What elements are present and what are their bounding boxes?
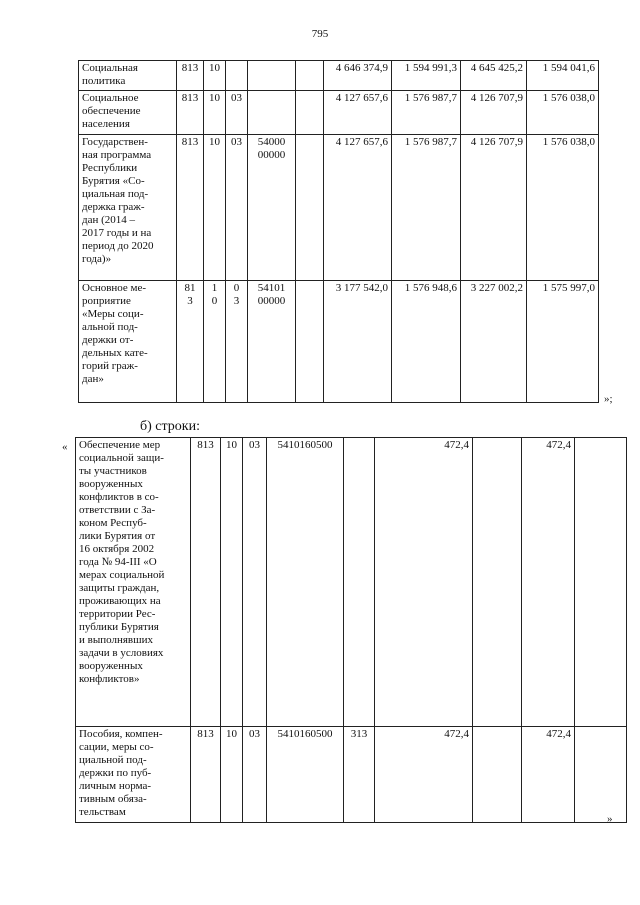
row-name: Обеспечение мер социальной защи- ты участников вооруженных конфликтов в со- ответствии с За- коном Респуб- лики Бурятия от 16 октября 2002 года № 94-III «О мерах социальной защиты граждан, проживающих на территории Рес- публики Бурятия и выполнявших задачи в условиях вооруженных конфликтов» [76, 438, 191, 727]
amount-2: 1 594 991,3 [392, 61, 461, 91]
expense-type-code [296, 281, 324, 403]
amount-2: 1 576 948,6 [392, 281, 461, 403]
amount-2: 1 576 987,7 [392, 135, 461, 281]
amount-3: 472,4 [522, 727, 575, 823]
amount-1: 3 177 542,0 [324, 281, 392, 403]
table-row [79, 61, 599, 91]
expense-type-code [296, 91, 324, 135]
subsection-code: 03 [226, 91, 248, 135]
amount-1: 4 127 657,6 [324, 135, 392, 281]
section-code: 10 [221, 727, 243, 823]
amount-1: 4 646 374,9 [324, 61, 392, 91]
expense-type-code: 313 [344, 727, 375, 823]
amount-3: 4 126 707,9 [461, 91, 527, 135]
row-name: Пособия, компен- сации, меры со- циальной под- держки по пуб- личным норма- тивным обяза- тельствам [76, 727, 191, 823]
table1-end-mark: »; [604, 393, 613, 405]
subsection-code [226, 61, 248, 91]
amount-4: 1 594 041,6 [527, 61, 599, 91]
table-row [79, 91, 599, 135]
section-code: 10 [204, 135, 226, 281]
subsection-code: 03 [226, 135, 248, 281]
section-label: б) строки: [140, 419, 200, 434]
grbs-code: 813 [191, 438, 221, 727]
amount-4: 1 576 038,0 [527, 135, 599, 281]
amount-4 [575, 438, 627, 727]
section-code: 10 [204, 91, 226, 135]
amount-2 [473, 438, 522, 727]
amount-3: 472,4 [522, 438, 575, 727]
table2-open-mark: « [62, 441, 68, 453]
subsection-code: 03 [243, 727, 267, 823]
budget-table-lower [75, 437, 627, 823]
row-name: Основное ме- роприятие «Меры соци- альной под- держки от- дельных кате- горий граж- дан» [79, 281, 177, 403]
grbs-code: 813 [177, 91, 204, 135]
section-code: 1 0 [204, 281, 226, 403]
amount-2: 1 576 987,7 [392, 91, 461, 135]
amount-4: 1 575 997,0 [527, 281, 599, 403]
page-number: 795 [311, 28, 329, 40]
table-row [76, 438, 627, 727]
amount-1: 4 127 657,6 [324, 91, 392, 135]
target-article-code: 54101 00000 [248, 281, 296, 403]
target-article-code [248, 61, 296, 91]
expense-type-code [296, 61, 324, 91]
table2-end-mark: » [607, 813, 613, 825]
amount-3: 4 126 707,9 [461, 135, 527, 281]
table-row [79, 135, 599, 281]
budget-table-upper [78, 60, 599, 403]
target-article-code: 54000 00000 [248, 135, 296, 281]
table-row [79, 281, 599, 403]
row-name: Социальная политика [79, 61, 177, 91]
expense-type-code [344, 438, 375, 727]
grbs-code: 813 [177, 61, 204, 91]
section-code: 10 [204, 61, 226, 91]
amount-2 [473, 727, 522, 823]
amount-3: 3 227 002,2 [461, 281, 527, 403]
section-code: 10 [221, 438, 243, 727]
grbs-code: 81 3 [177, 281, 204, 403]
subsection-code: 0 3 [226, 281, 248, 403]
grbs-code: 813 [177, 135, 204, 281]
amount-4: 1 576 038,0 [527, 91, 599, 135]
table-row [76, 727, 627, 823]
target-article-code: 5410160500 [267, 438, 344, 727]
row-name: Государствен- ная программа Республики Бурятия «Со- циальная под- держка граж- дан (2014 – 2017 годы и на период до 2020 года)» [79, 135, 177, 281]
target-article-code: 5410160500 [267, 727, 344, 823]
row-name: Социальное обеспечение населения [79, 91, 177, 135]
amount-4 [575, 727, 627, 823]
subsection-code: 03 [243, 438, 267, 727]
amount-3: 4 645 425,2 [461, 61, 527, 91]
target-article-code [248, 91, 296, 135]
amount-1: 472,4 [375, 727, 473, 823]
grbs-code: 813 [191, 727, 221, 823]
amount-1: 472,4 [375, 438, 473, 727]
expense-type-code [296, 135, 324, 281]
